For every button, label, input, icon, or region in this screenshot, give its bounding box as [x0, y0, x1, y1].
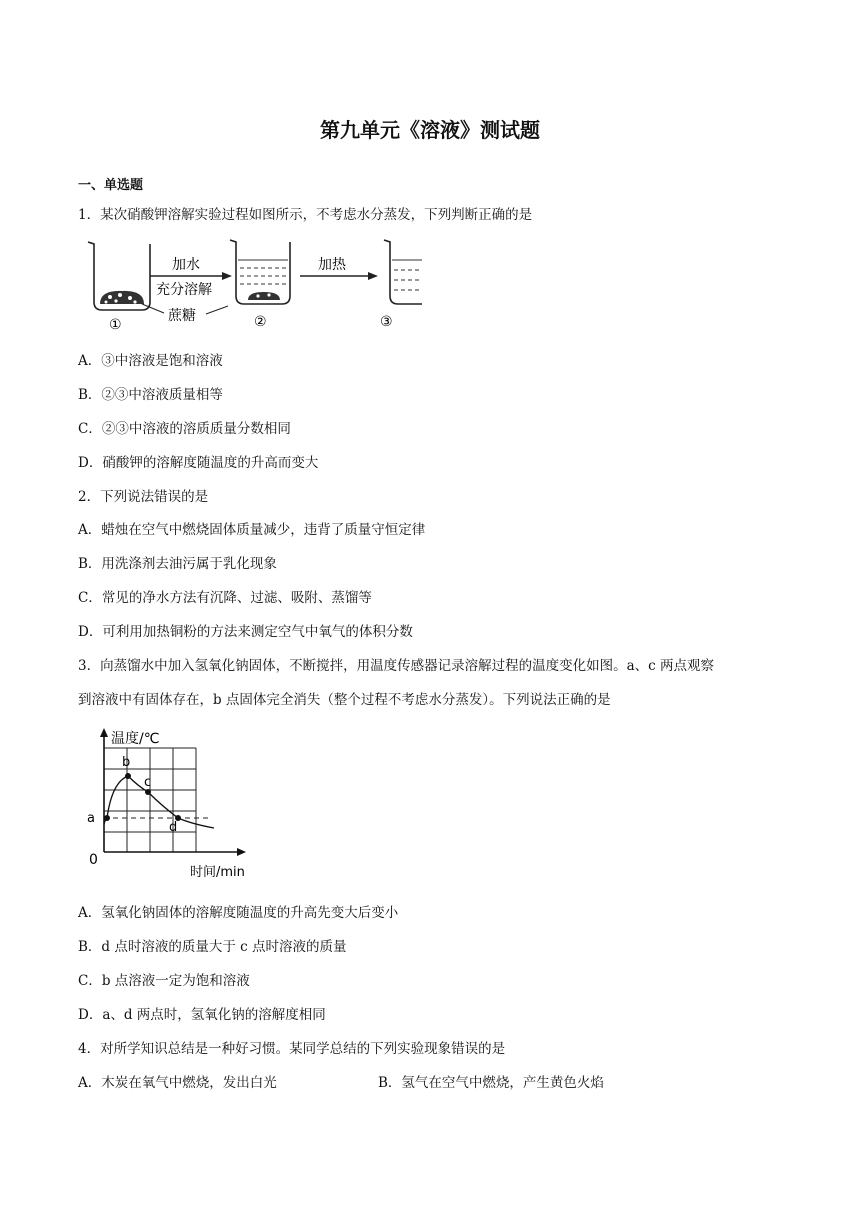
q4-option-b: B．氢气在空气中燃烧，产生黄色火焰 — [378, 1075, 604, 1091]
q1-option-b: B．②③中溶液质量相等 — [78, 387, 223, 403]
label-b: b — [122, 755, 131, 770]
question-1-stem: 1．某次硝酸钾溶解实验过程如图所示，不考虑水分蒸发，下列判断正确的是 — [78, 207, 533, 223]
q2-option-a: A．蜡烛在空气中燃烧固体质量减少，违背了质量守恒定律 — [78, 522, 426, 538]
label-add-water: 加水 — [172, 257, 200, 273]
q2-option-d: D．可利用加热铜粉的方法来测定空气中氧气的体积分数 — [78, 624, 413, 640]
q1-option-d: D．硝酸钾的溶解度随温度的升高而变大 — [78, 455, 319, 471]
point-b — [125, 773, 131, 779]
sucrose-pointer — [142, 304, 164, 313]
label-c: c — [144, 775, 152, 790]
section-heading: 一、单选题 — [78, 178, 144, 193]
temperature-graph — [82, 724, 262, 880]
y-axis-label: 温度/℃ — [111, 731, 160, 747]
label-n3: ③ — [380, 314, 393, 330]
beaker-figure — [82, 234, 422, 330]
label-heat: 加热 — [318, 257, 346, 273]
q3-option-d: D．a、d 两点时，氢氧化钠的溶解度相同 — [78, 1007, 326, 1023]
temperature-curve — [104, 776, 214, 828]
beaker-3 — [384, 240, 422, 304]
label-a: a — [87, 811, 95, 826]
label-n1: ① — [109, 317, 122, 330]
q3-option-a: A．氢氧化钠固体的溶解度随温度的升高先变大后变小 — [78, 905, 399, 921]
origin-label: 0 — [89, 852, 98, 868]
label-d: d — [169, 820, 178, 835]
question-3-stem-line2: 到溶液中有固体存在，b 点固体完全消失（整个过程不考虑水分蒸发）。下列说法正确的是 — [78, 692, 611, 708]
q2-option-b: B．用洗涤剂去油污属于乳化现象 — [78, 556, 277, 572]
q1-option-a: A．③中溶液是饱和溶液 — [78, 353, 223, 369]
label-n2: ② — [254, 314, 267, 330]
page-title: 第九单元《溶液》测试题 — [320, 118, 540, 142]
label-dissolve: 充分溶解 — [156, 282, 212, 298]
point-a — [104, 815, 110, 821]
label-sucrose: 蔗糖 — [168, 308, 196, 324]
beaker-1 — [88, 242, 150, 310]
question-3-stem-line1: 3．向蒸馏水中加入氢氧化钠固体，不断搅拌，用温度传感器记录溶解过程的温度变化如图。a、c 两点观察 — [78, 658, 714, 674]
question-4-stem: 4．对所学知识总结是一种好习惯。某同学总结的下列实验现象错误的是 — [78, 1041, 506, 1057]
x-axis-label: 时间/min — [190, 865, 245, 880]
q4-option-a: A．木炭在氧气中燃烧，发出白光 — [78, 1075, 277, 1091]
q3-option-c: C．b 点溶液一定为饱和溶液 — [78, 973, 250, 989]
question-2-stem: 2．下列说法错误的是 — [78, 489, 209, 505]
q2-option-c: C．常见的净水方法有沉降、过滤、吸附、蒸馏等 — [78, 590, 372, 606]
beaker-2 — [230, 240, 290, 304]
q1-option-c: C．②③中溶液的溶质质量分数相同 — [78, 421, 291, 437]
graph-grid — [104, 742, 196, 852]
q3-option-b: B．d 点时溶液的质量大于 c 点时溶液的质量 — [78, 939, 347, 955]
